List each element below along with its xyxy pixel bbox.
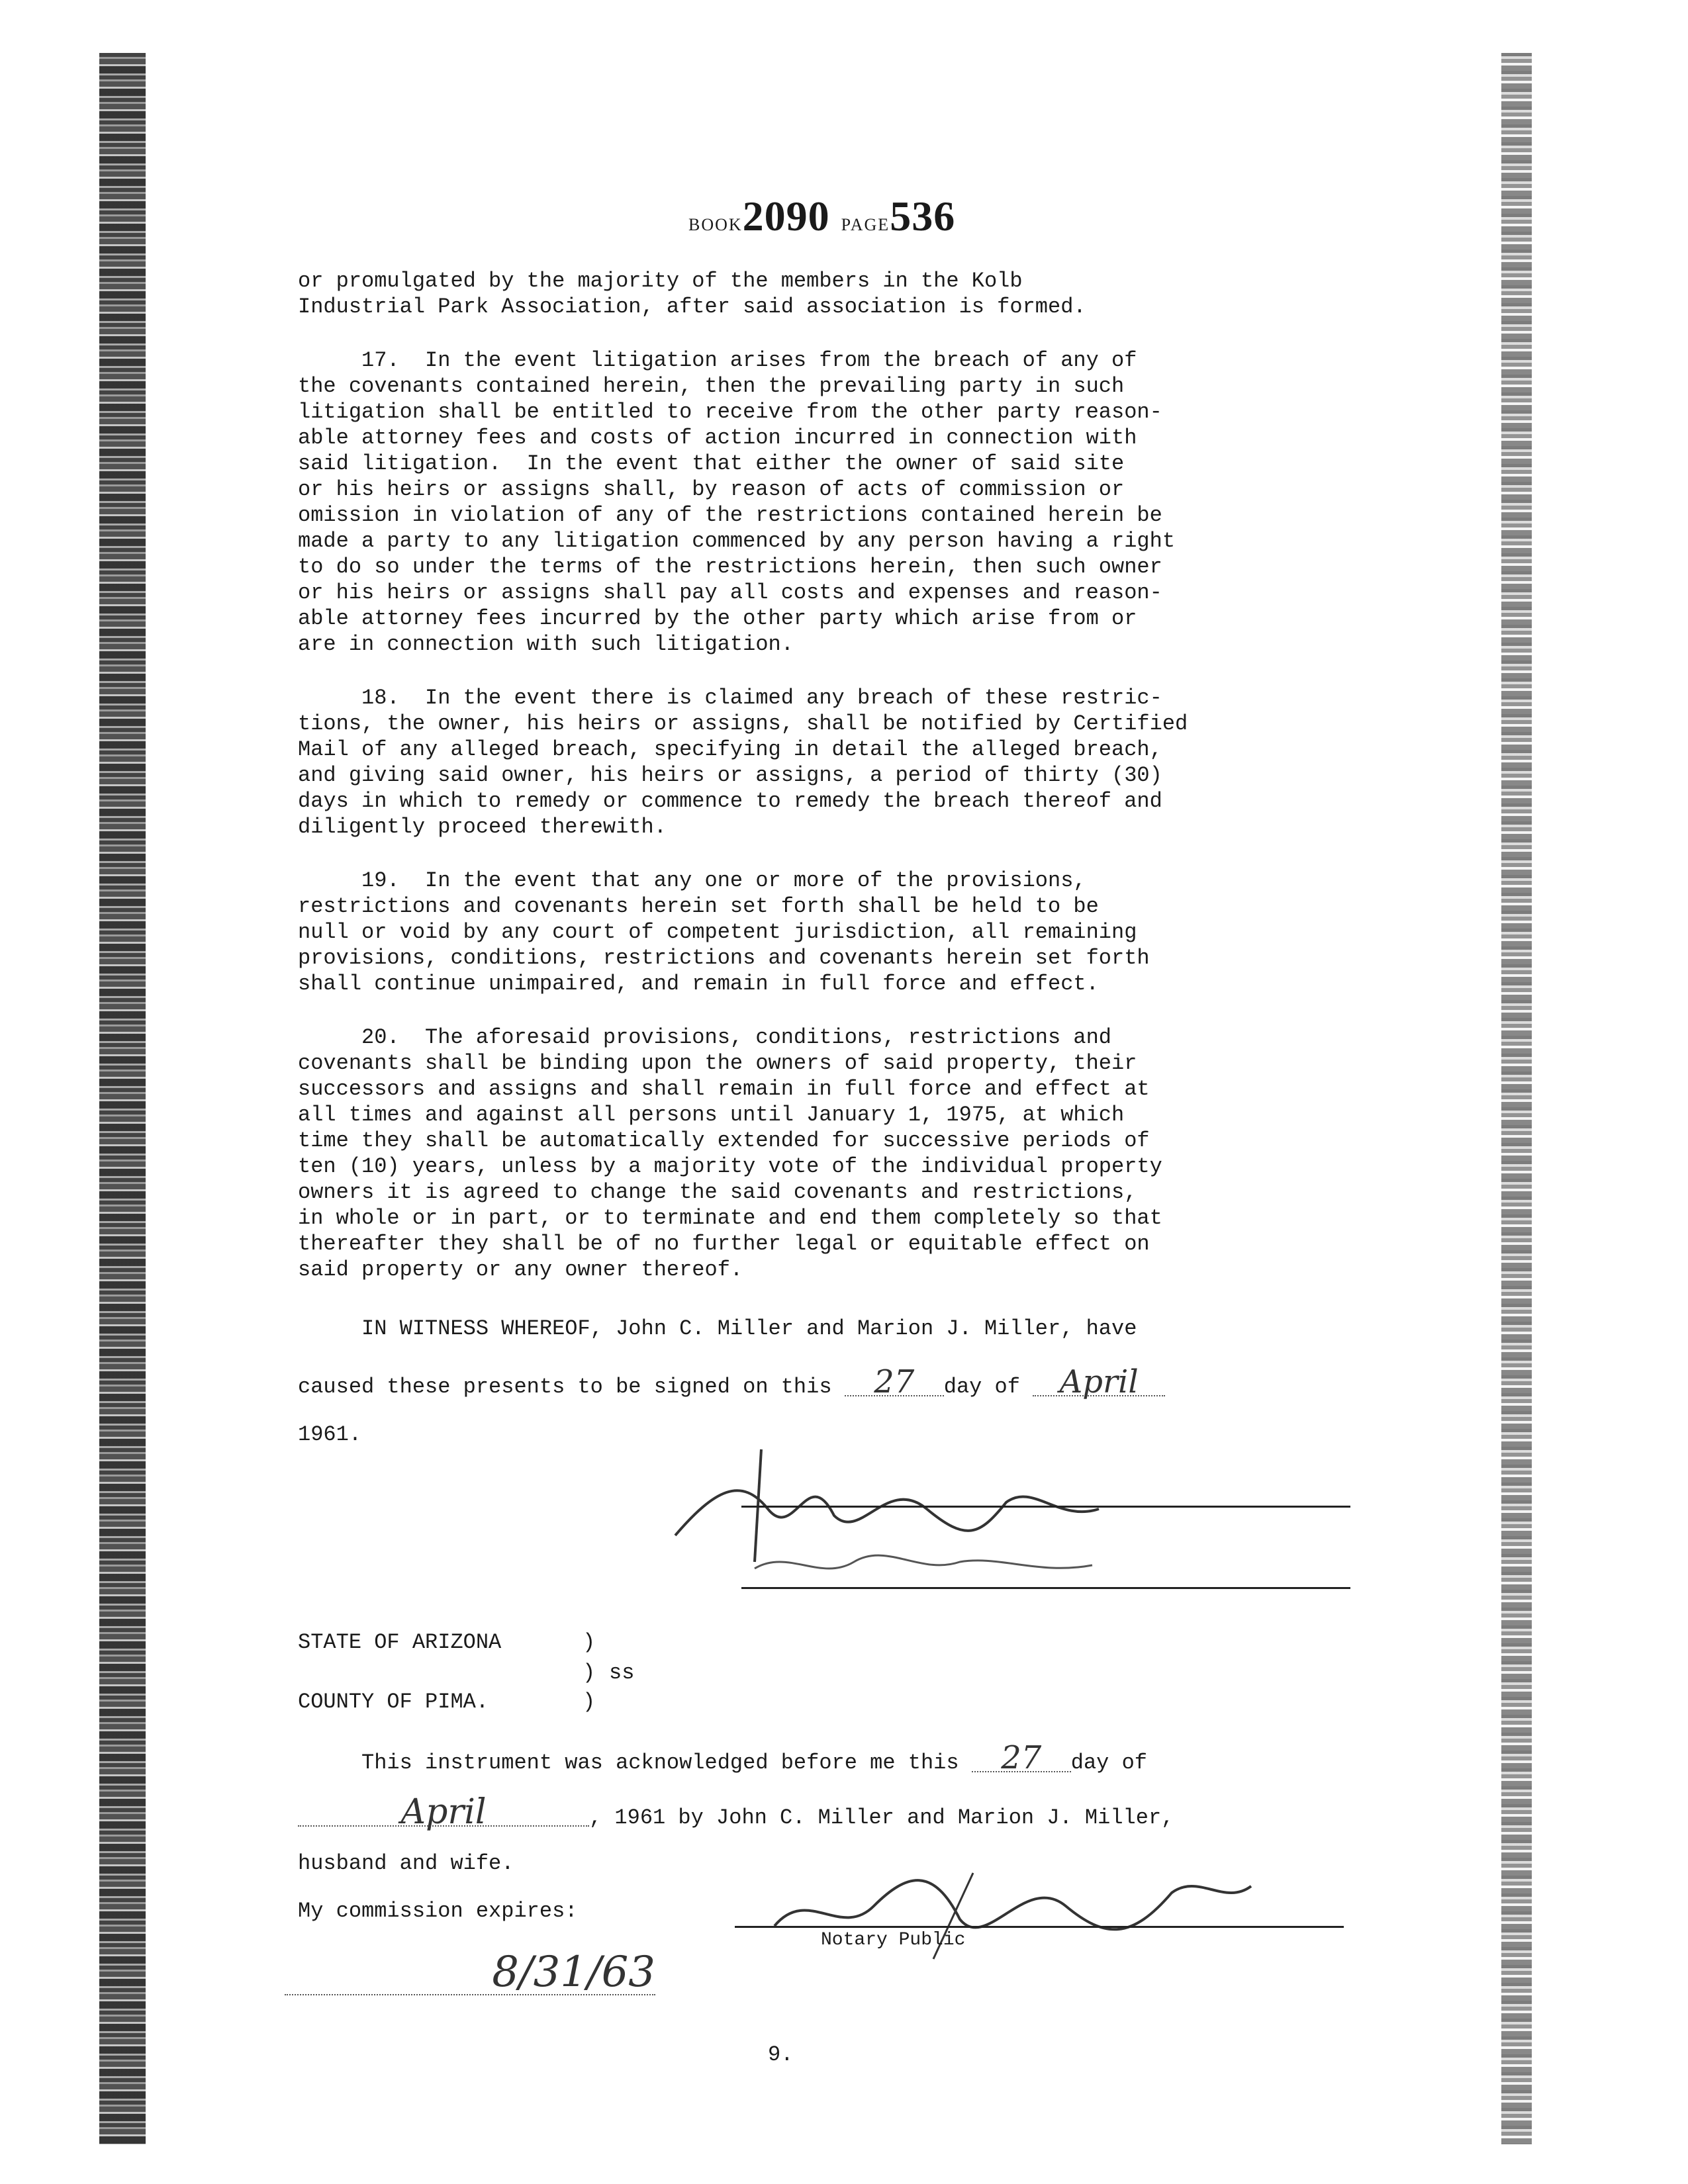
witness-line-2-mid: day of — [943, 1375, 1020, 1399]
paragraph-line: provisions, conditions, restrictions and covenants herein set forth — [298, 946, 1150, 970]
witness-day-handwritten: 27 — [845, 1369, 944, 1396]
paragraph-line: 19. In the event that any one or more of the provisions, — [298, 868, 1086, 893]
paragraph-line: 18. In the event there is claimed any breach of these restric- — [298, 686, 1162, 710]
paragraph-line: diligently proceed therewith. — [298, 815, 667, 839]
acknowledgment-line-1 — [298, 1739, 1147, 1776]
ack-line-2-suffix: , 1961 by John C. Miller and Marion J. Miller, — [589, 1805, 1174, 1830]
paragraph-line: the covenants contained herein, then the prevailing party in such — [298, 374, 1125, 398]
paragraph-line: litigation shall be entitled to receive from the other party reason- — [298, 400, 1162, 424]
ack-day-handwritten: 27 — [972, 1745, 1071, 1772]
paragraph-line: are in connection with such litigation. — [298, 632, 794, 657]
paragraph-line: owners it is agreed to change the said covenants and restrictions, — [298, 1180, 1137, 1205]
paragraph-0 — [298, 268, 1436, 320]
paragraph-line: null or void by any court of competent jurisdiction, all remaining — [298, 920, 1137, 944]
paragraph-line: all times and against all persons until January 1, 1975, at which — [298, 1103, 1125, 1127]
paragraph-3 — [298, 868, 1436, 997]
book-page-header — [688, 192, 1019, 241]
witness-line-2 — [298, 1363, 1165, 1400]
commission-expiry-handwritten: 8/31/63 — [492, 1948, 655, 1997]
venue-county: COUNTY OF PIMA. — [298, 1690, 489, 1714]
paragraph-line: and giving said owner, his heirs or assigns, a period of thirty (30) — [298, 763, 1162, 788]
venue-brace-top: ) — [583, 1630, 596, 1655]
paragraph-line: successors and assigns and shall remain in full force and effect at — [298, 1077, 1150, 1101]
paragraph-line: or promulgated by the majority of the members in the Kolb — [298, 269, 1023, 293]
book-number: 2090 — [742, 193, 830, 240]
signature-line-2 — [741, 1587, 1350, 1589]
paragraph-line: time they shall be automatically extended for successive periods of — [298, 1128, 1150, 1153]
paragraph-line: made a party to any litigation commenced by any person having a right — [298, 529, 1176, 553]
paragraph-line: 17. In the event litigation arises from the breach of any of — [298, 348, 1137, 373]
notary-title: Notary Public — [821, 1930, 966, 1950]
page-label: PAGE — [841, 215, 890, 234]
paragraph-line: said litigation. In the event that either the owner of said site — [298, 451, 1125, 476]
footer-page-number: 9. — [768, 2042, 794, 2067]
page-number: 536 — [890, 193, 956, 240]
paragraph-2 — [298, 685, 1436, 840]
venue-brace-mid: ) — [583, 1661, 596, 1685]
owner-signature-2 — [748, 1535, 1278, 1588]
paragraph-line: to do so under the terms of the restrictions herein, then such owner — [298, 555, 1162, 579]
paragraph-line: omission in violation of any of the restrictions contained herein be — [298, 503, 1162, 527]
venue-brace-bottom: ) — [583, 1690, 596, 1714]
commission-expiry — [285, 1948, 655, 1997]
commission-label: My commission expires: — [298, 1899, 578, 1923]
ack-line-1-prefix: This instrument was acknowledged before me this — [298, 1751, 959, 1775]
paragraph-line: ten (10) years, unless by a majority vote of the individual property — [298, 1154, 1162, 1179]
paragraph-line: able attorney fees incurred by the other party which arise from or — [298, 606, 1137, 631]
venue-ss: ss — [609, 1661, 635, 1685]
paragraph-line: or his heirs or assigns shall, by reason of acts of commission or — [298, 477, 1125, 502]
ack-line-1-suffix: day of — [1070, 1751, 1147, 1775]
paragraph-line: restrictions and covenants herein set forth shall be held to be — [298, 894, 1099, 919]
signature-line-1 — [741, 1506, 1350, 1508]
paragraph-line: thereafter they shall be of no further legal or equitable effect on — [298, 1232, 1150, 1256]
paragraph-line: 20. The aforesaid provisions, conditions, restrictions and — [298, 1025, 1111, 1050]
book-label: BOOK — [688, 215, 743, 234]
paragraph-4 — [298, 1024, 1436, 1283]
scan-edge-right — [1501, 53, 1532, 2144]
ack-month-handwritten: April — [298, 1799, 589, 1827]
body-text — [298, 268, 1436, 1310]
witness-line-2-prefix: caused these presents to be signed on this — [298, 1375, 832, 1399]
paragraph-line: shall continue unimpaired, and remain in full force and effect. — [298, 972, 1099, 996]
paragraph-line: covenants shall be binding upon the owners of said property, their — [298, 1051, 1137, 1075]
paragraph-line: Mail of any alleged breach, specifying in detail the alleged breach, — [298, 737, 1162, 762]
acknowledgment-line-3: husband and wife. — [298, 1851, 514, 1876]
witness-year: 1961. — [298, 1422, 362, 1447]
paragraph-line: tions, the owner, his heirs or assigns, shall be notified by Certified — [298, 711, 1188, 736]
paragraph-line: said property or any owner thereof. — [298, 1257, 743, 1282]
paragraph-1 — [298, 347, 1436, 657]
paragraph-line: Industrial Park Association, after said association is formed. — [298, 295, 1086, 319]
paragraph-line: in whole or in part, or to terminate and end them completely so that — [298, 1206, 1162, 1230]
acknowledgment-line-2 — [298, 1792, 1174, 1832]
venue-state: STATE OF ARIZONA — [298, 1630, 502, 1655]
witness-month-handwritten: April — [1033, 1369, 1165, 1396]
witness-line-1: IN WITNESS WHEREOF, John C. Miller and Marion J. Miller, have — [298, 1316, 1137, 1341]
scan-edge-left — [99, 53, 146, 2144]
paragraph-line: or his heirs or assigns shall pay all costs and expenses and reason- — [298, 580, 1162, 605]
paragraph-line: days in which to remedy or commence to remedy the breach thereof and — [298, 789, 1162, 813]
paragraph-line: able attorney fees and costs of action incurred in connection with — [298, 426, 1137, 450]
